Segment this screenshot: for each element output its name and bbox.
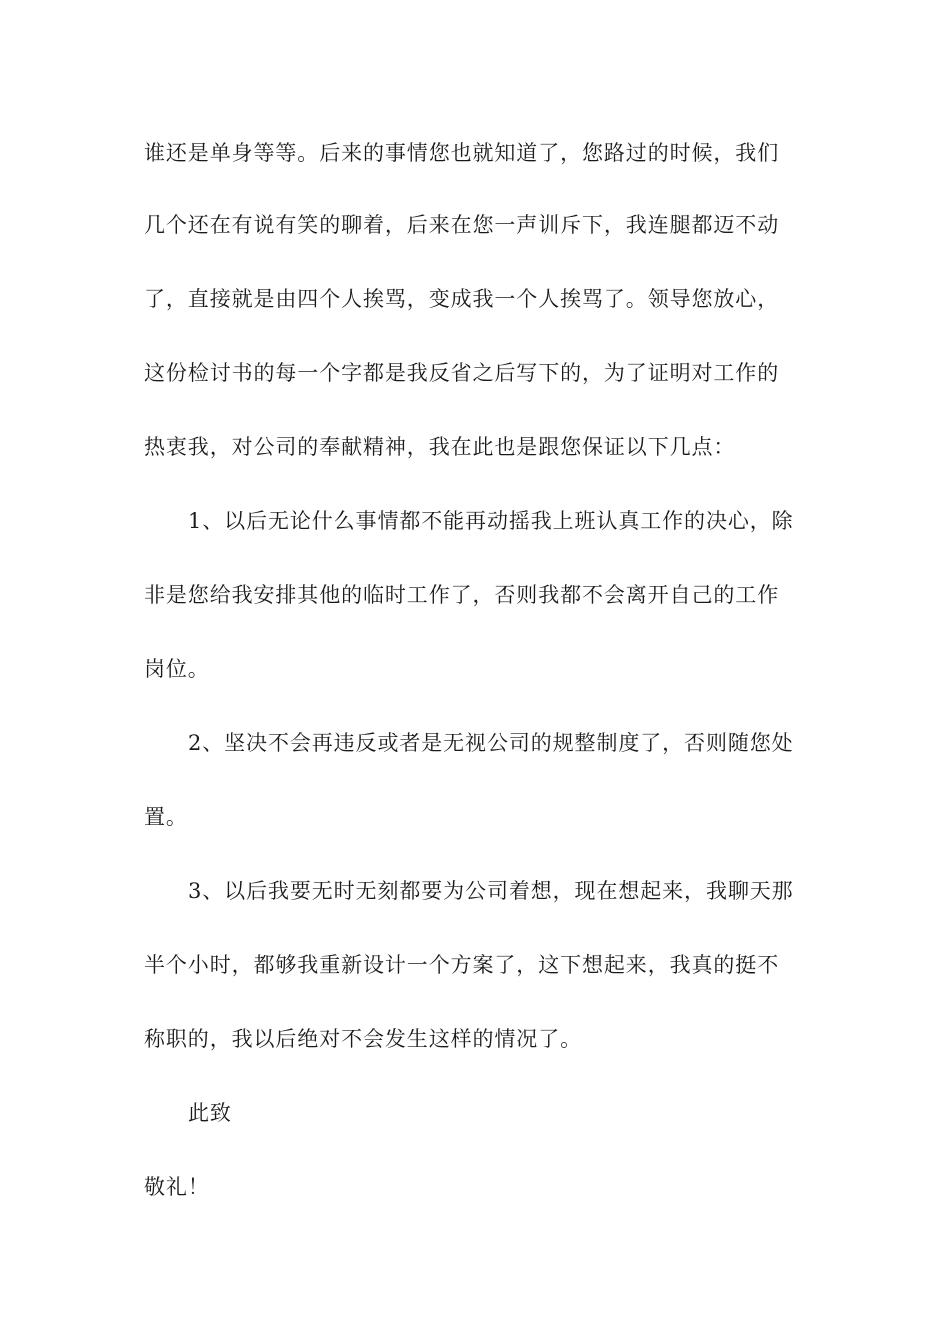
text-line: 称职的，我以后绝对不会发生这样的情况了。 xyxy=(144,1027,582,1051)
text-line: 非是您给我安排其他的临时工作了，否则我都不会离开自己的工作 xyxy=(144,583,780,607)
closing-salutation: 此致 xyxy=(188,1101,232,1125)
text-line: 岗位。 xyxy=(144,657,210,681)
text-line: 半个小时，都够我重新设计一个方案了，这下想起来，我真的挺不 xyxy=(144,953,780,977)
closing-regards: 敬礼！ xyxy=(144,1175,210,1199)
text-line: 热衷我，对公司的奉献精神，我在此也是跟您保证以下几点： xyxy=(144,435,736,459)
text-line: 置。 xyxy=(144,805,188,829)
list-item-1-line: 1、以后无论什么事情都不能再动摇我上班认真工作的决心，除 xyxy=(188,509,794,533)
text-line: 了，直接就是由四个人挨骂，变成我一个人挨骂了。领导您放心， xyxy=(144,287,780,311)
list-item-2-line: 2、坚决不会再违反或者是无视公司的规整制度了，否则随您处 xyxy=(188,731,794,755)
text-line: 谁还是单身等等。后来的事情您也就知道了，您路过的时候，我们 xyxy=(144,141,780,165)
text-line: 这份检讨书的每一个字都是我反省之后写下的，为了证明对工作的 xyxy=(144,361,780,385)
text-line: 几个还在有说有笑的聊着，后来在您一声训斥下，我连腿都迈不动 xyxy=(144,213,780,237)
list-item-3-line: 3、以后我要无时无刻都要为公司着想，现在想起来，我聊天那 xyxy=(188,879,794,903)
